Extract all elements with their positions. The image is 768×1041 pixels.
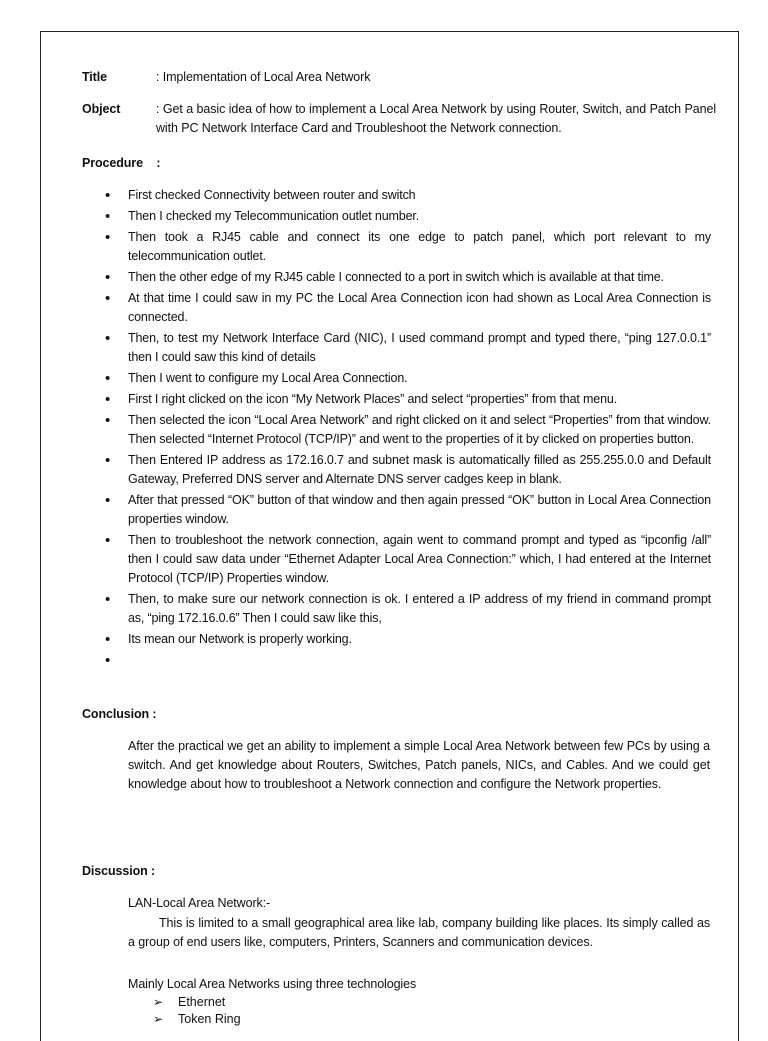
procedure-item: • At that time I could saw in my PC the Local Area Connection icon had shown as Local Area Connection is connected. bbox=[105, 289, 711, 327]
technologies-list bbox=[153, 994, 241, 1028]
title-text: : Implementation of Local Area Network bbox=[156, 70, 371, 84]
procedure-label bbox=[82, 154, 160, 173]
procedure-item: • After that pressed “OK” button of that window and then again pressed “OK” button in Local Area Connection properties window. bbox=[105, 491, 711, 529]
procedure-item: • Then, to test my Network Interface Card (NIC), I used command prompt and typed there, “ping 127.0.0.1” then I could saw this kind of details bbox=[105, 329, 711, 367]
procedure-item: • Then, to make sure our network connection is ok. I entered a IP address of my friend in command prompt as, “ping 172.16.0.6” Then I could saw like this, bbox=[105, 590, 711, 628]
procedure-item-empty bbox=[105, 651, 711, 670]
object-text: : Get a basic idea of how to implement a Local Area Network by using Router, Switch, and Patch Panel with PC Network Interface Card and Troubleshoot the Network connection. bbox=[156, 102, 716, 135]
technologies-intro: Mainly Local Area Networks using three technologies bbox=[128, 977, 417, 991]
lan-heading: LAN-Local Area Network:- bbox=[128, 896, 271, 910]
procedure-item: • First I right clicked on the icon “My Network Places” and select “properties” from that menu. bbox=[105, 390, 711, 409]
procedure-item: • Then took a RJ45 cable and connect its one edge to patch panel, which port relevant to my telecommunication outlet. bbox=[105, 228, 711, 266]
procedure-item: • Then I checked my Telecommunication outlet number. bbox=[105, 207, 711, 226]
procedure-item: • Then Entered IP address as 172.16.0.7 and subnet mask is automatically filled as 255.255.0.0 and Default Gateway, Preferred DNS server and Alternate DNS server cadges keep in blank. bbox=[105, 451, 711, 489]
technology-item: ➢ Ethernet bbox=[153, 994, 241, 1011]
procedure-item: • First checked Connectivity between router and switch bbox=[105, 186, 711, 205]
document-page bbox=[40, 31, 739, 1041]
procedure-item: • Its mean our Network is properly working. bbox=[105, 630, 711, 649]
procedure-label-text: Procedure bbox=[82, 156, 143, 170]
procedure-list bbox=[105, 186, 711, 672]
title-label: Title bbox=[82, 70, 107, 84]
procedure-item: • Then the other edge of my RJ45 cable I connected to a port in switch which is available at that time. bbox=[105, 268, 711, 287]
procedure-item: • Then to troubleshoot the network connection, again went to command prompt and typed as “ipconfig /all” then I could saw data under “Ethernet Adapter Local Area Connection:” which, I had entered at the Internet Protocol (TCP/IP) Properties window. bbox=[105, 531, 711, 588]
discussion-label: Discussion : bbox=[82, 864, 156, 878]
procedure-item: • Then selected the icon “Local Area Network” and right clicked on it and select “Properties” from that window. Then selected “Internet Protocol (TCP/IP)” and went to the properties of it by clicked on properties button. bbox=[105, 411, 711, 449]
conclusion-label: Conclusion : bbox=[82, 707, 157, 721]
technology-item: ➢ Token Ring bbox=[153, 1011, 241, 1028]
procedure-colon: : bbox=[156, 156, 161, 170]
object-label: Object bbox=[82, 102, 121, 116]
procedure-item: • Then I went to configure my Local Area Connection. bbox=[105, 369, 711, 388]
lan-text: This is limited to a small geographical area like lab, company building like places. Its simply called as a group of end users like, computers, Printers, Scanners and communication devices. bbox=[128, 916, 710, 949]
conclusion-text: After the practical we get an ability to implement a simple Local Area Network between few PCs by using a switch. And get knowledge about Routers, Switches, Patch panels, NICs, and Cables. And we could get knowledge about how to troubleshoot a Network connection and configure the Network properties. bbox=[128, 739, 710, 791]
